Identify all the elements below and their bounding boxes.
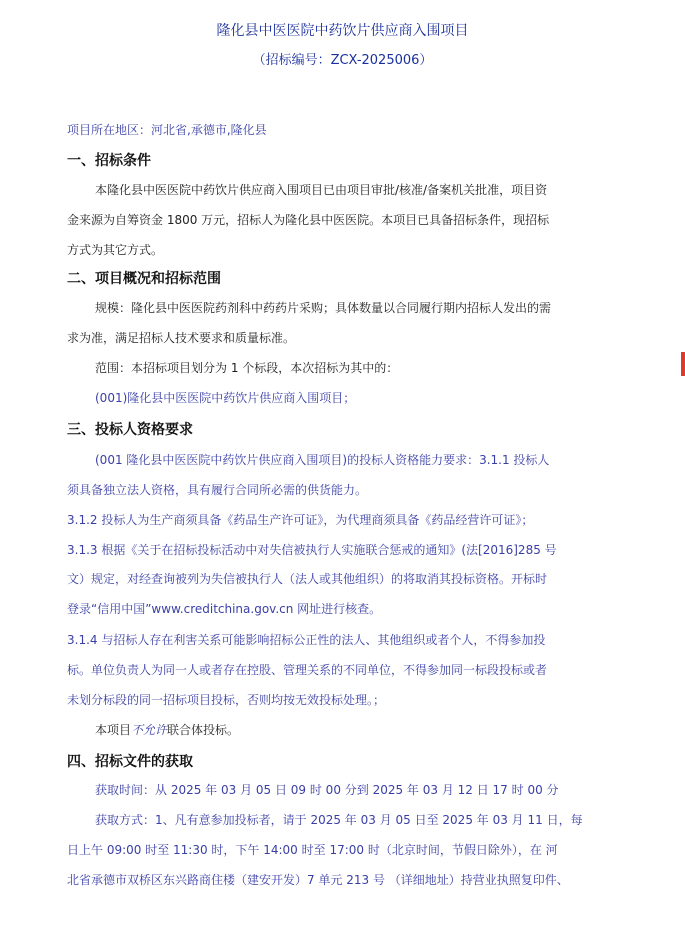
paragraph-line: 日上午 09:00 时至 11:30 时，下午 14:00 时至 17:00 时（北京时间，节假日除外），在 河 — [67, 843, 558, 857]
paragraph-line: 获取方式：1、凡有意参加投标者，请于 2025 年 03 月 05 日至 2025 年 03 月 11 日，每 — [95, 813, 583, 827]
project-location: 项目所在地区：河北省,承德市,隆化县 — [67, 123, 267, 137]
tender-number: （招标编号：ZCX-2025006） — [252, 53, 433, 68]
consortium-suffix: 联合体投标。 — [167, 723, 240, 737]
paragraph-line: 本隆化县中医医院中药饮片供应商入围项目已由项目审批/核准/备案机关批准，项目资 — [95, 183, 548, 197]
paragraph-line: 登录“信用中国”www.creditchina.gov.cn 网址进行核查。 — [67, 602, 382, 616]
section-heading-2: 二、项目概况和招标范围 — [67, 271, 221, 287]
paragraph-line: 范围：本招标项目划分为 1 个标段，本次招标为其中的： — [95, 361, 399, 375]
paragraph-line: 文）规定，对经查询被列为失信被执行人（法人或其他组织）的将取消其投标资格。开标时 — [67, 572, 548, 586]
consortium-not-allowed: 不允许 — [131, 723, 168, 737]
paragraph-line: 3.1.2 投标人为生产商须具备《药品生产许可证》，为代理商须具备《药品经营许可证》； — [67, 513, 534, 527]
paragraph-line: 须具备独立法人资格，具有履行合同所必需的供货能力。 — [67, 483, 368, 497]
consortium-statement — [95, 721, 239, 738]
paragraph-line: (001)隆化县中医医院中药饮片供应商入围项目； — [95, 391, 356, 405]
paragraph-line: 北省承德市双桥区东兴路商住楼（建安开发）7 单元 213 号 （详细地址）持营业执照复印件、 — [67, 873, 569, 887]
acquisition-time: 获取时间：从 2025 年 03 月 05 日 09 时 00 分到 2025 年 03 月 12 日 17 时 00 分 — [95, 783, 559, 797]
document-title: 隆化县中医医院中药饮片供应商入围项目 — [216, 23, 469, 39]
paragraph-line: 未划分标段的同一招标项目投标，否则均按无效投标处理。； — [67, 693, 386, 707]
paragraph-line: (001 隆化县中医医院中药饮片供应商入围项目)的投标人资格能力要求：3.1.1 投标人 — [95, 453, 550, 467]
section-heading-3: 三、投标人资格要求 — [67, 422, 193, 438]
consortium-prefix: 本项目 — [95, 723, 132, 737]
paragraph-line: 求为准，满足招标人技术要求和质量标准。 — [67, 331, 296, 345]
paragraph-line: 标。单位负责人为同一人或者存在控股、管理关系的不同单位，不得参加同一标段投标或者 — [67, 663, 548, 677]
section-heading-1: 一、招标条件 — [67, 153, 151, 169]
paragraph-line: 方式为其它方式。 — [67, 243, 164, 257]
edge-marker — [681, 352, 685, 376]
section-heading-4: 四、招标文件的获取 — [67, 754, 193, 770]
paragraph-line: 3.1.4 与招标人存在利害关系可能影响招标公正性的法人、其他组织或者个人，不得参加投 — [67, 633, 546, 647]
paragraph-line: 金来源为自筹资金 1800 万元，招标人为隆化县中医医院。本项目已具备招标条件，现招标 — [67, 213, 550, 227]
paragraph-line: 规模：隆化县中医医院药剂科中药药片采购；具体数量以合同履行期内招标人发出的需 — [95, 301, 552, 315]
paragraph-line: 3.1.3 根据《关于在招标投标活动中对失信被执行人实施联合惩戒的通知》(法[2016]285 号 — [67, 543, 557, 557]
